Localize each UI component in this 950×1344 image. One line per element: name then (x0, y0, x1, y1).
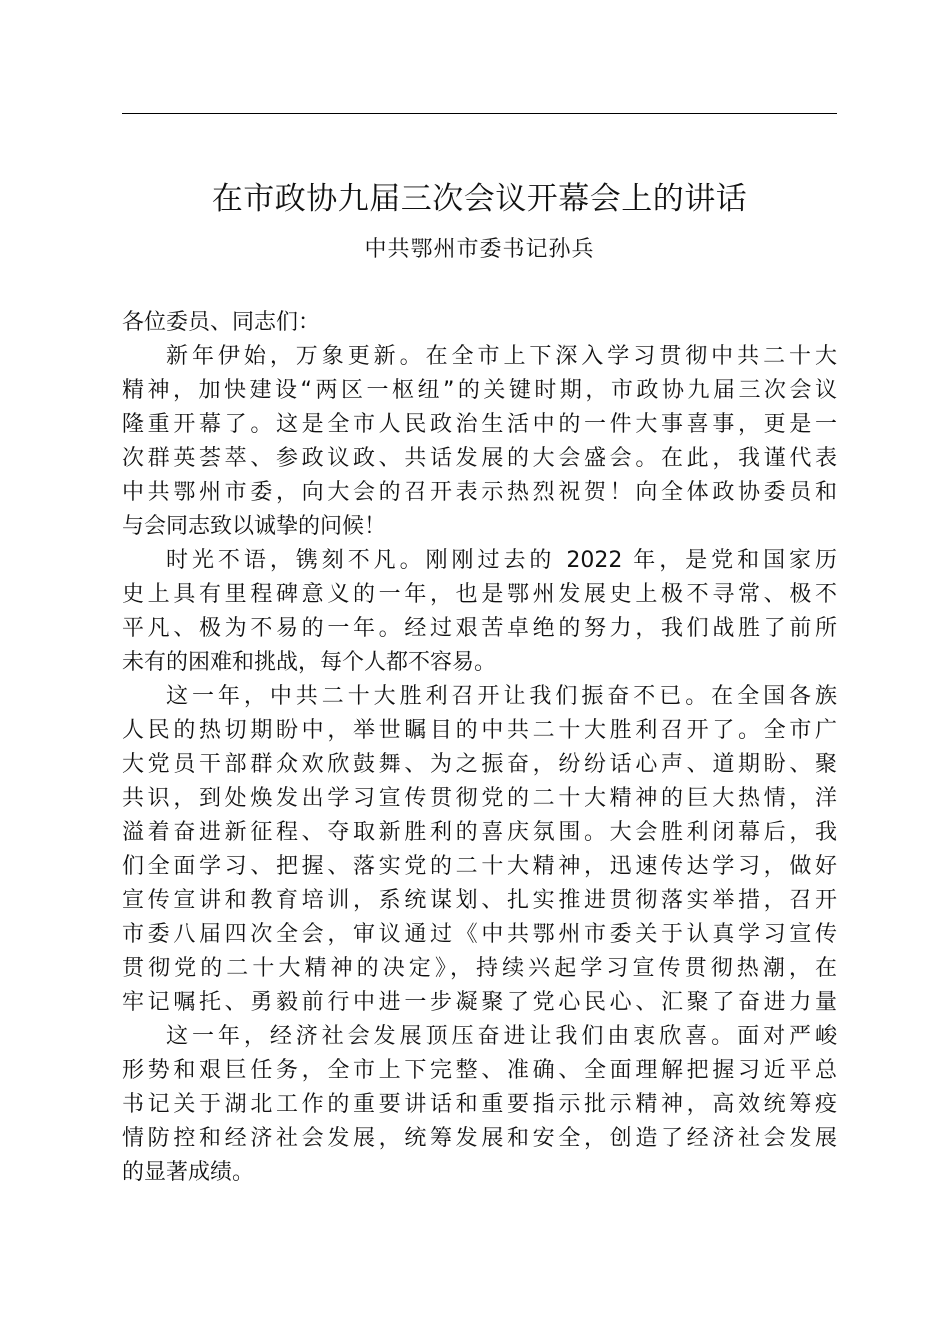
paragraph-line: 书记关于湖北工作的重要讲话和重要指示批示精神，高效统筹疫 (122, 1092, 837, 1117)
document-author: 中共鄂州市委书记孙兵 (364, 237, 595, 262)
paragraph-line: 时光不语，镌刻不凡。刚刚过去的 2022 年，是党和国家历 (166, 548, 837, 573)
paragraph-line: 史上具有里程碑意义的一年，也是鄂州发展史上极不寻常、极不 (122, 582, 837, 607)
paragraph-line: 未有的困难和挑战，每个人都不容易。 (122, 650, 497, 675)
paragraph-line: 共识，到处焕发出学习宣传贯彻党的二十大精神的巨大热情，洋 (122, 786, 837, 811)
paragraph-line: 隆重开幕了。这是全市人民政治生活中的一件大事喜事，更是一 (122, 412, 837, 437)
paragraph-line: 与会同志致以诚挚的问候！ (122, 514, 387, 539)
paragraph-line: 中共鄂州市委，向大会的召开表示热烈祝贺！向全体政协委员和 (122, 480, 837, 505)
top-divider-line (122, 113, 837, 114)
paragraph-line: 平凡、极为不易的一年。经过艰苦卓绝的努力，我们战胜了前所 (122, 616, 837, 641)
paragraph-1 (122, 340, 837, 544)
paragraph-line: 这一年，经济社会发展顶压奋进让我们由衷欣喜。面对严峻 (166, 1024, 837, 1049)
paragraph-line: 大党员干部群众欢欣鼓舞、为之振奋，纷纷话心声、道期盼、聚 (122, 752, 837, 777)
paragraph-line: 次群英荟萃、参政议政、共话发展的大会盛会。在此，我谨代表 (122, 446, 837, 471)
salutation: 各位委员、同志们： (122, 310, 321, 335)
paragraph-line: 形势和艰巨任务，全市上下完整、准确、全面理解把握习近平总 (122, 1058, 837, 1083)
paragraph-line: 情防控和经济社会发展，统筹发展和安全，创造了经济社会发展 (122, 1126, 837, 1151)
paragraph-line: 人民的热切期盼中，举世瞩目的中共二十大胜利召开了。全市广 (122, 718, 837, 743)
document-title: 在市政协九届三次会议开幕会上的讲话 (211, 181, 748, 217)
paragraph-2 (122, 544, 837, 680)
paragraph-line: 溢着奋进新征程、夺取新胜利的喜庆氛围。大会胜利闭幕后，我 (122, 820, 837, 845)
paragraph-line: 市委八届四次全会，审议通过《中共鄂州市委关于认真学习宣传 (122, 922, 837, 947)
paragraph-line: 们全面学习、把握、落实党的二十大精神，迅速传达学习，做好 (122, 854, 837, 879)
paragraph-3 (122, 680, 837, 1020)
paragraph-line: 的显著成绩。 (122, 1160, 255, 1185)
paragraph-line: 新年伊始，万象更新。在全市上下深入学习贯彻中共二十大 (166, 344, 837, 369)
paragraph-line: 贯彻党的二十大精神的决定》，持续兴起学习宣传贯彻热潮，在 (122, 956, 837, 981)
paragraph-line: 精神，加快建设“两区一枢纽”的关键时期，市政协九届三次会议 (122, 378, 837, 403)
document-body (122, 306, 837, 1190)
paragraph-line: 这一年，中共二十大胜利召开让我们振奋不已。在全国各族 (166, 684, 837, 709)
paragraph-line: 宣传宣讲和教育培训，系统谋划、扎实推进贯彻落实举措，召开 (122, 888, 837, 913)
paragraph-4 (122, 1020, 837, 1190)
paragraph-line: 牢记嘱托、勇毅前行中进一步凝聚了党心民心、汇聚了奋进力量 (122, 990, 837, 1015)
